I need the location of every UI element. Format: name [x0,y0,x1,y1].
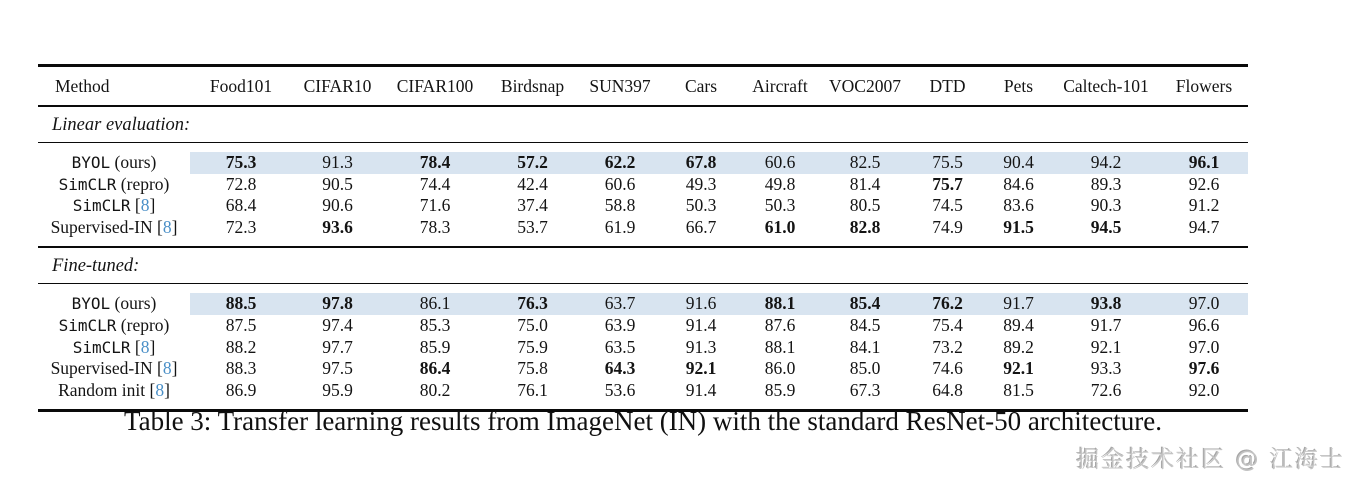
method-cell: SimCLR [8] [72,195,156,216]
row-spacer-cell [38,238,1248,247]
value-cell: 89.4 [1003,314,1034,335]
table-row [38,337,1248,359]
column-header: VOC2007 [820,66,910,107]
value-cell: 86.9 [225,379,257,400]
value-cell: 42.4 [517,173,548,194]
value-cell: 93.8 [1052,293,1160,315]
value-cell: 87.5 [225,314,257,335]
value-cell: 88.2 [225,336,257,357]
method-name-code: SimCLR [72,337,131,357]
value-cell: 85.0 [849,358,881,379]
value-cell: 90.3 [1090,195,1122,216]
value-cell: 88.1 [764,336,796,357]
value-cell: 76.1 [517,379,548,400]
value-cell: 97.5 [322,358,353,379]
value-cell: 50.3 [764,195,796,216]
table-row [38,315,1248,337]
value-cell: 82.8 [849,216,881,237]
value-cell: 96.6 [1188,314,1220,335]
column-header: SUN397 [578,66,662,107]
value-cell: 90.4 [985,152,1052,174]
value-cell: 88.1 [740,293,820,315]
value-cell: 84.1 [849,336,881,357]
table-row [38,358,1248,380]
citation-link[interactable]: 8 [162,216,172,237]
value-cell: 61.0 [764,216,796,237]
results-table [38,64,1248,412]
value-cell: 74.5 [932,195,963,216]
value-cell: 75.5 [910,152,985,174]
value-cell: 78.4 [383,152,487,174]
value-cell: 86.1 [383,293,487,315]
citation-link[interactable]: 8 [155,379,165,400]
value-cell: 72.8 [225,173,257,194]
value-cell: 60.6 [604,173,636,194]
value-cell: 93.3 [1090,358,1122,379]
value-cell: 86.0 [764,358,796,379]
value-cell: 97.0 [1188,336,1220,357]
value-cell: 83.6 [1003,195,1034,216]
method-name-text: Random init [58,379,146,400]
table-caption: Table 3: Transfer learning results from ImageNet (IN) with the standard ResNet-50 architecture. [123,406,1163,436]
value-cell: 64.8 [932,379,963,400]
value-cell: 82.5 [820,152,910,174]
value-cell: 94.2 [1052,152,1160,174]
row-spacer [38,284,1248,294]
value-cell: 91.2 [1188,195,1220,216]
method-name-text: (repro) [116,173,170,194]
value-cell: 57.2 [487,152,578,174]
value-cell: 91.6 [662,293,740,315]
value-cell: 81.5 [1003,379,1034,400]
value-cell: 76.3 [487,293,578,315]
column-header: Caltech-101 [1052,66,1160,107]
citation-link[interactable]: 8 [140,336,150,357]
value-cell: 92.1 [685,358,717,379]
value-cell: 97.7 [322,336,353,357]
table-body [38,106,1248,411]
value-cell: 95.9 [322,379,353,400]
method-cell: SimCLR [8] [72,336,156,357]
value-cell: 75.9 [517,336,548,357]
value-cell: 66.7 [685,216,717,237]
value-cell: 91.4 [685,314,717,335]
value-cell: 91.3 [292,152,383,174]
value-cell: 97.0 [1160,293,1248,315]
value-cell: 68.4 [225,195,257,216]
method-cell [38,315,190,337]
table-row [38,380,1248,402]
value-cell: 91.4 [685,379,717,400]
column-header: CIFAR100 [383,66,487,107]
value-cell: 53.6 [604,379,636,400]
value-cell: 88.3 [225,358,257,379]
method-name-text: (ours) [110,152,157,172]
method-name-text: Supervised-IN [50,216,153,237]
value-cell: 74.9 [932,216,963,237]
section-label: Linear evaluation: [38,106,1248,143]
value-cell: 63.7 [578,293,662,315]
value-cell: 91.5 [1003,216,1034,237]
value-cell: 91.3 [685,336,717,357]
table-row [38,195,1248,217]
method-name-code: SimCLR [58,315,117,335]
table-row [38,217,1248,239]
value-cell: 74.4 [419,173,451,194]
value-cell: 37.4 [517,195,548,216]
value-cell: 67.3 [849,379,881,400]
value-cell: 97.4 [322,314,353,335]
value-cell: 92.6 [1188,173,1220,194]
value-cell: 72.6 [1090,379,1122,400]
method-name-code: SimCLR [72,196,131,216]
value-cell: 64.3 [604,358,636,379]
value-cell: 49.3 [685,173,717,194]
value-cell: 78.3 [419,216,451,237]
method-name-text: (repro) [116,314,170,335]
value-cell: 92.1 [1090,336,1122,357]
method-cell: Supervised-IN [8] [50,358,178,379]
citation-link[interactable]: 8 [140,195,150,216]
column-header: CIFAR10 [292,66,383,107]
value-cell: 63.9 [604,314,636,335]
value-cell: 72.3 [225,216,257,237]
value-cell: 89.2 [1003,336,1034,357]
value-cell: 90.6 [322,195,353,216]
column-header: Birdsnap [487,66,578,107]
method-cell [38,152,190,174]
value-cell: 75.8 [517,358,548,379]
value-cell: 75.4 [932,314,963,335]
value-cell: 60.6 [740,152,820,174]
row-spacer [38,143,1248,153]
value-cell: 63.5 [604,336,636,357]
value-cell: 85.9 [764,379,796,400]
value-cell: 80.2 [419,379,451,400]
column-header: Flowers [1160,66,1248,107]
value-cell: 87.6 [764,314,796,335]
method-cell: Random init [8] [58,379,170,400]
row-spacer-cell [38,143,1248,153]
section-row [38,247,1248,284]
value-cell: 86.4 [419,358,451,379]
value-cell: 93.6 [322,216,353,237]
citation-link[interactable]: 8 [162,358,172,379]
table-header [38,66,1248,107]
row-spacer [38,238,1248,247]
value-cell: 73.2 [932,336,963,357]
value-cell: 85.3 [419,314,451,335]
column-header: Food101 [190,66,292,107]
method-cell [38,174,190,196]
method-cell: Supervised-IN [8] [50,216,178,237]
value-cell: 89.3 [1090,173,1122,194]
value-cell: 53.7 [517,216,548,237]
value-cell: 85.4 [820,293,910,315]
value-cell: 94.7 [1188,216,1220,237]
value-cell: 61.9 [604,216,636,237]
value-cell: 67.8 [662,152,740,174]
table-row [38,293,1248,315]
column-header: DTD [910,66,985,107]
method-name-text: (ours) [110,293,157,314]
value-cell: 92.1 [1003,358,1034,379]
value-cell: 94.5 [1090,216,1122,237]
value-cell: 97.8 [292,293,383,315]
column-header: Cars [662,66,740,107]
value-cell: 80.5 [849,195,881,216]
value-cell: 49.8 [764,173,796,194]
row-spacer-cell [38,284,1248,294]
value-cell: 75.0 [517,314,548,335]
value-cell: 71.6 [419,195,451,216]
header-row [38,66,1248,107]
value-cell: 85.9 [419,336,451,357]
table-row [38,152,1248,174]
section-label: Fine-tuned: [38,247,1248,284]
value-cell: 58.8 [604,195,636,216]
value-cell: 96.1 [1160,152,1248,174]
table-row [38,174,1248,196]
value-cell: 81.4 [849,173,881,194]
watermark: 掘金技术社区 @ 江海士 [1076,447,1345,473]
value-cell: 74.6 [932,358,963,379]
method-name-code: BYOL [71,153,111,172]
value-cell: 90.5 [322,173,353,194]
value-cell: 75.3 [190,152,292,174]
column-header: Pets [985,66,1052,107]
value-cell: 97.6 [1188,358,1220,379]
value-cell: 88.5 [190,293,292,315]
value-cell: 84.5 [849,314,881,335]
method-cell [38,293,190,315]
column-header: Aircraft [740,66,820,107]
method-name-code: BYOL [71,294,111,314]
value-cell: 91.7 [1090,314,1122,335]
column-header-method: Method [38,66,190,107]
value-cell: 75.7 [932,173,963,194]
value-cell: 76.2 [910,293,985,315]
method-name-code: SimCLR [58,174,117,194]
value-cell: 50.3 [685,195,717,216]
section-row [38,106,1248,143]
value-cell: 62.2 [578,152,662,174]
value-cell: 84.6 [1003,173,1034,194]
value-cell: 91.7 [985,293,1052,315]
value-cell: 92.0 [1188,379,1220,400]
method-name-text: Supervised-IN [50,358,153,379]
